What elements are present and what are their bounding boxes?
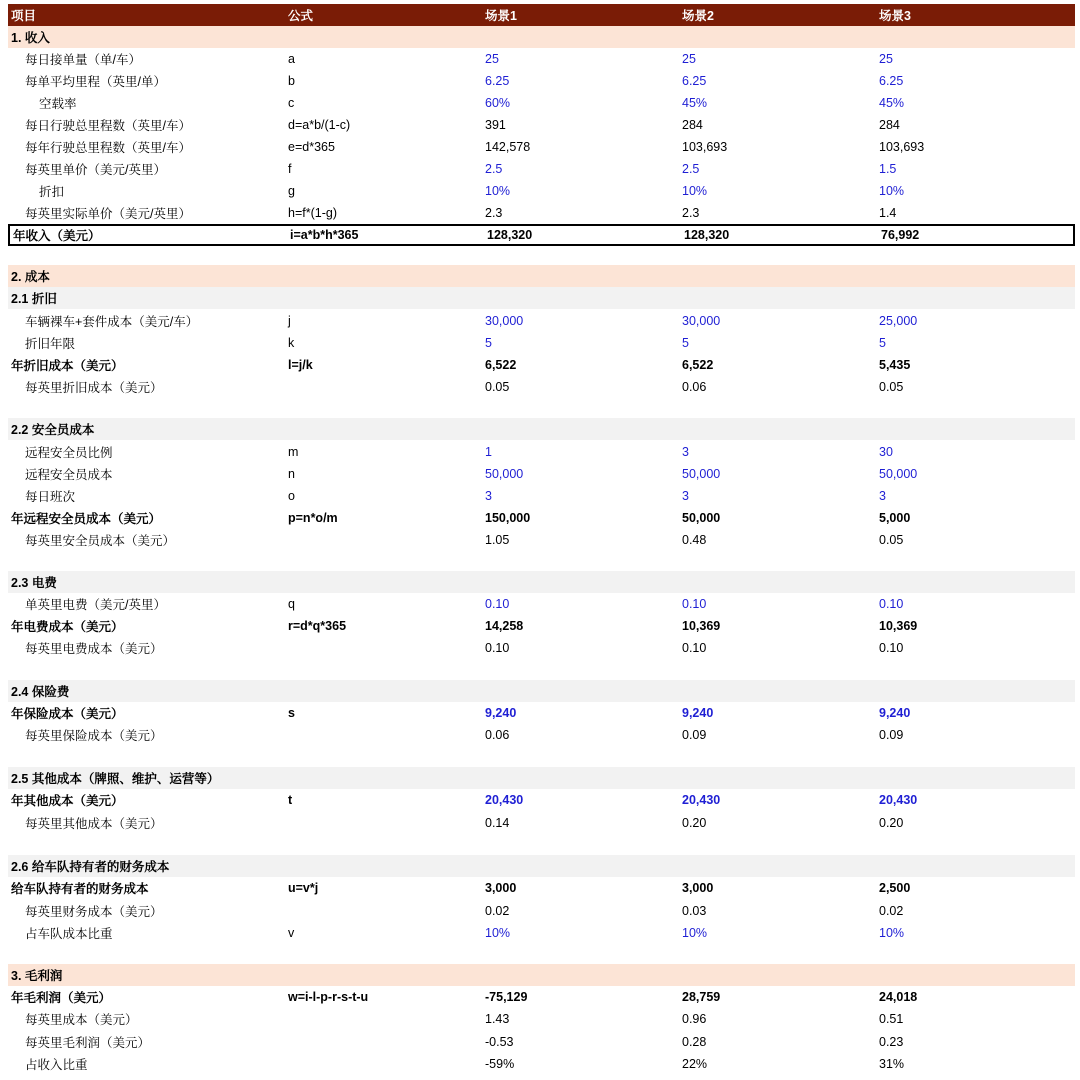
table-row	[8, 593, 1075, 615]
scenario-2-value: 10,369	[682, 619, 721, 633]
row-formula: n	[288, 467, 295, 481]
table-row	[8, 287, 1075, 309]
row-label: 远程安全员比例	[25, 446, 113, 460]
scenario-3-value: 10%	[879, 926, 905, 940]
table-row	[8, 180, 1075, 202]
table-row	[8, 310, 1075, 332]
scenario-3-value: 0.02	[879, 904, 904, 918]
row-formula: h=f*(1-g)	[288, 206, 337, 220]
row-formula: q	[288, 597, 295, 611]
table-row	[8, 136, 1075, 158]
scenario-1-value: 25	[485, 52, 499, 66]
scenario-1-value: 1.43	[485, 1012, 510, 1026]
scenario-3-value: 284	[879, 118, 900, 132]
scenario-1-value: 60%	[485, 96, 511, 110]
scenario-1-value: 128,320	[487, 228, 533, 242]
table-row	[8, 485, 1075, 507]
scenario-3-value: 6.25	[879, 74, 904, 88]
scenario-2-value: 6,522	[682, 358, 714, 372]
row-label: 年折旧成本（美元）	[11, 359, 124, 373]
table-row	[8, 964, 1075, 986]
row-label: 每年行驶总里程数（英里/车）	[25, 141, 191, 155]
row-label: 2. 成本	[11, 270, 50, 284]
scenario-2-value: 10%	[682, 926, 708, 940]
row-label: 每英里实际单价（美元/英里）	[25, 207, 191, 221]
header-scenario-1: 场景1	[485, 9, 517, 23]
scenario-2-value: 0.28	[682, 1035, 707, 1049]
table-row	[8, 615, 1075, 637]
scenario-2-value: 0.10	[682, 641, 707, 655]
row-label: 年其他成本（美元）	[11, 794, 124, 808]
table-row	[8, 26, 1075, 48]
scenario-3-value: 10%	[879, 184, 905, 198]
table-row	[8, 529, 1075, 551]
scenario-2-value: 50,000	[682, 511, 721, 525]
table-row	[8, 114, 1075, 136]
row-label: 远程安全员成本	[25, 468, 113, 482]
row-label: 每英里折旧成本（美元）	[25, 381, 163, 395]
row-label: 2.3 电费	[11, 576, 57, 590]
row-formula: b	[288, 74, 295, 88]
scenario-3-value: 45%	[879, 96, 905, 110]
row-label: 单英里电费（美元/英里）	[25, 598, 166, 612]
row-label: 每英里其他成本（美元）	[25, 817, 163, 831]
table-row	[8, 418, 1075, 440]
scenario-1-value: 30,000	[485, 314, 524, 328]
scenario-3-value: 9,240	[879, 706, 911, 720]
row-formula: e=d*365	[288, 140, 335, 154]
row-formula: o	[288, 489, 295, 503]
row-formula: u=v*j	[288, 881, 319, 895]
scenario-1-value: 2.5	[485, 162, 503, 176]
scenario-2-value: 284	[682, 118, 703, 132]
scenario-1-value: 2.3	[485, 206, 503, 220]
row-label: 每日行驶总里程数（英里/车）	[25, 119, 191, 133]
row-label: 每英里成本（美元）	[25, 1013, 138, 1027]
scenario-3-value: 1.4	[879, 206, 897, 220]
table-row	[8, 680, 1075, 702]
scenario-3-value: 5	[879, 336, 886, 350]
scenario-3-value: 0.10	[879, 597, 904, 611]
scenario-1-value: 20,430	[485, 793, 524, 807]
scenario-1-value: 0.10	[485, 641, 510, 655]
row-label: 年保险成本（美元）	[11, 707, 124, 721]
scenario-3-value: 0.09	[879, 728, 904, 742]
scenario-3-value: 30	[879, 445, 893, 459]
scenario-2-value: 0.06	[682, 380, 707, 394]
scenario-1-value: -75,129	[485, 990, 528, 1004]
scenario-1-value: -0.53	[485, 1035, 514, 1049]
row-formula: k	[288, 336, 295, 350]
scenario-1-value: 1	[485, 445, 492, 459]
row-label: 年远程安全员成本（美元）	[11, 512, 162, 526]
header-formula: 公式	[288, 9, 314, 23]
scenario-1-value: 0.05	[485, 380, 510, 394]
table-row	[8, 1053, 1075, 1075]
table-row	[8, 1031, 1075, 1053]
table-row	[8, 354, 1075, 376]
row-formula: g	[288, 184, 295, 198]
table-row	[8, 1008, 1075, 1030]
header-scenario-2: 场景2	[682, 9, 714, 23]
row-formula: c	[288, 96, 295, 110]
row-label: 折旧年限	[25, 337, 76, 351]
table-row	[8, 463, 1075, 485]
scenario-3-value: 10,369	[879, 619, 918, 633]
row-label: 2.5 其他成本（牌照、维护、运营等）	[11, 772, 220, 786]
table-row	[8, 332, 1075, 354]
scenario-3-value: 76,992	[881, 228, 920, 242]
scenario-2-value: 3	[682, 445, 689, 459]
header-scenario-3: 场景3	[879, 9, 911, 23]
row-label: 年收入（美元）	[13, 229, 101, 243]
row-formula: w=i-l-p-r-s-t-u	[288, 990, 369, 1004]
table-row	[8, 571, 1075, 593]
scenario-2-value: 2.5	[682, 162, 700, 176]
row-formula: l=j/k	[288, 358, 313, 372]
table-row	[8, 855, 1075, 877]
header-item: 项目	[11, 9, 37, 23]
row-label: 每英里保险成本（美元）	[25, 729, 163, 743]
table-row	[8, 202, 1075, 224]
scenario-1-value: 391	[485, 118, 506, 132]
row-formula: t	[288, 793, 293, 807]
row-formula: d=a*b/(1-c)	[288, 118, 351, 132]
scenario-3-value: 5,435	[879, 358, 911, 372]
scenario-2-value: 0.10	[682, 597, 707, 611]
row-formula: i=a*b*h*365	[290, 228, 359, 242]
header-row	[8, 4, 1075, 26]
scenario-1-value: 10%	[485, 926, 511, 940]
scenario-2-value: 9,240	[682, 706, 714, 720]
scenario-3-value: 25,000	[879, 314, 918, 328]
scenario-2-value: 50,000	[682, 467, 721, 481]
table-row	[8, 265, 1075, 287]
scenario-3-value: 31%	[879, 1057, 905, 1071]
row-label: 年毛利润（美元）	[11, 991, 112, 1005]
row-label: 年电费成本（美元）	[11, 620, 124, 634]
scenario-1-value: 0.02	[485, 904, 510, 918]
scenario-2-value: 3	[682, 489, 689, 503]
scenario-2-value: 103,693	[682, 140, 728, 154]
scenario-3-value: 0.23	[879, 1035, 904, 1049]
row-label: 给车队持有者的财务成本	[11, 882, 149, 896]
table-row	[8, 986, 1075, 1008]
row-label: 3. 毛利润	[11, 969, 63, 983]
row-label: 每日接单量（单/车）	[25, 53, 141, 67]
scenario-2-value: 0.96	[682, 1012, 707, 1026]
scenario-3-value: 0.05	[879, 533, 904, 547]
row-formula: v	[288, 926, 295, 940]
row-label: 占车队成本比重	[25, 927, 113, 941]
scenario-1-value: 10%	[485, 184, 511, 198]
row-label: 1. 收入	[11, 31, 50, 45]
row-label: 每英里财务成本（美元）	[25, 905, 163, 919]
scenario-1-value: 5	[485, 336, 492, 350]
scenario-3-value: 50,000	[879, 467, 918, 481]
row-formula: j	[288, 314, 291, 328]
scenario-2-value: 0.09	[682, 728, 707, 742]
scenario-1-value: 3	[485, 489, 492, 503]
table-row	[8, 376, 1075, 398]
table-row	[8, 900, 1075, 922]
row-label: 2.6 给车队持有者的财务成本	[11, 860, 170, 874]
scenario-1-value: -59%	[485, 1057, 515, 1071]
scenario-3-value: 0.05	[879, 380, 904, 394]
scenario-2-value: 2.3	[682, 206, 700, 220]
row-formula: f	[288, 162, 292, 176]
scenario-3-value: 5,000	[879, 511, 911, 525]
scenario-2-value: 3,000	[682, 881, 714, 895]
scenario-2-value: 128,320	[684, 228, 730, 242]
scenario-2-value: 30,000	[682, 314, 721, 328]
scenario-3-value: 3	[879, 489, 886, 503]
scenario-2-value: 0.20	[682, 816, 707, 830]
row-label: 每英里电费成本（美元）	[25, 642, 163, 656]
scenario-2-value: 28,759	[682, 990, 721, 1004]
row-label: 2.1 折旧	[11, 292, 57, 306]
scenario-2-value: 5	[682, 336, 689, 350]
table-row	[8, 70, 1075, 92]
table-row	[8, 767, 1075, 789]
scenario-2-value: 25	[682, 52, 696, 66]
scenario-3-value: 0.10	[879, 641, 904, 655]
table-row	[8, 637, 1075, 659]
scenario-2-value: 10%	[682, 184, 708, 198]
table-row	[8, 702, 1075, 724]
row-formula: a	[288, 52, 295, 66]
row-label: 占收入比重	[25, 1058, 88, 1072]
row-label: 每英里单价（美元/英里）	[25, 163, 166, 177]
scenario-1-value: 0.06	[485, 728, 510, 742]
table-row	[8, 441, 1075, 463]
scenario-1-value: 3,000	[485, 881, 517, 895]
scenario-2-value: 0.03	[682, 904, 707, 918]
scenario-2-value: 45%	[682, 96, 708, 110]
table-row	[8, 812, 1075, 834]
row-label: 每英里毛利润（美元）	[25, 1036, 151, 1050]
scenario-3-value: 20,430	[879, 793, 918, 807]
row-formula: m	[288, 445, 299, 459]
table-row	[8, 92, 1075, 114]
scenario-3-value: 25	[879, 52, 893, 66]
scenario-2-value: 22%	[682, 1057, 708, 1071]
table-row	[8, 48, 1075, 70]
table-row	[8, 507, 1075, 529]
scenario-2-value: 0.48	[682, 533, 707, 547]
scenario-2-value: 6.25	[682, 74, 707, 88]
scenario-1-value: 150,000	[485, 511, 531, 525]
row-formula: r=d*q*365	[288, 619, 347, 633]
row-formula: p=n*o/m	[288, 511, 338, 525]
scenario-1-value: 9,240	[485, 706, 517, 720]
table-row	[8, 922, 1075, 944]
row-label: 每单平均里程（英里/单）	[25, 75, 166, 89]
row-label: 每日班次	[25, 490, 76, 504]
table-row	[8, 789, 1075, 811]
row-label: 2.2 安全员成本	[11, 423, 95, 437]
scenario-3-value: 24,018	[879, 990, 918, 1004]
table-row	[8, 724, 1075, 746]
table-row	[8, 877, 1075, 899]
scenario-3-value: 1.5	[879, 162, 897, 176]
row-label: 2.4 保险费	[11, 685, 70, 699]
scenario-2-value: 20,430	[682, 793, 721, 807]
scenario-1-value: 0.10	[485, 597, 510, 611]
scenario-1-value: 0.14	[485, 816, 510, 830]
row-label: 折扣	[39, 185, 65, 199]
row-label: 每英里安全员成本（美元）	[25, 534, 176, 548]
scenario-3-value: 0.20	[879, 816, 904, 830]
scenario-1-value: 50,000	[485, 467, 524, 481]
row-label: 空载率	[39, 97, 77, 111]
scenario-3-value: 2,500	[879, 881, 911, 895]
table-row	[8, 224, 1075, 246]
scenario-1-value: 14,258	[485, 619, 524, 633]
table-row	[8, 158, 1075, 180]
scenario-3-value: 103,693	[879, 140, 925, 154]
row-label: 车辆裸车+套件成本（美元/车）	[25, 315, 199, 329]
scenario-1-value: 6,522	[485, 358, 517, 372]
scenario-1-value: 6.25	[485, 74, 510, 88]
row-formula: s	[288, 706, 295, 720]
scenario-1-value: 142,578	[485, 140, 531, 154]
scenario-1-value: 1.05	[485, 533, 510, 547]
scenario-3-value: 0.51	[879, 1012, 904, 1026]
